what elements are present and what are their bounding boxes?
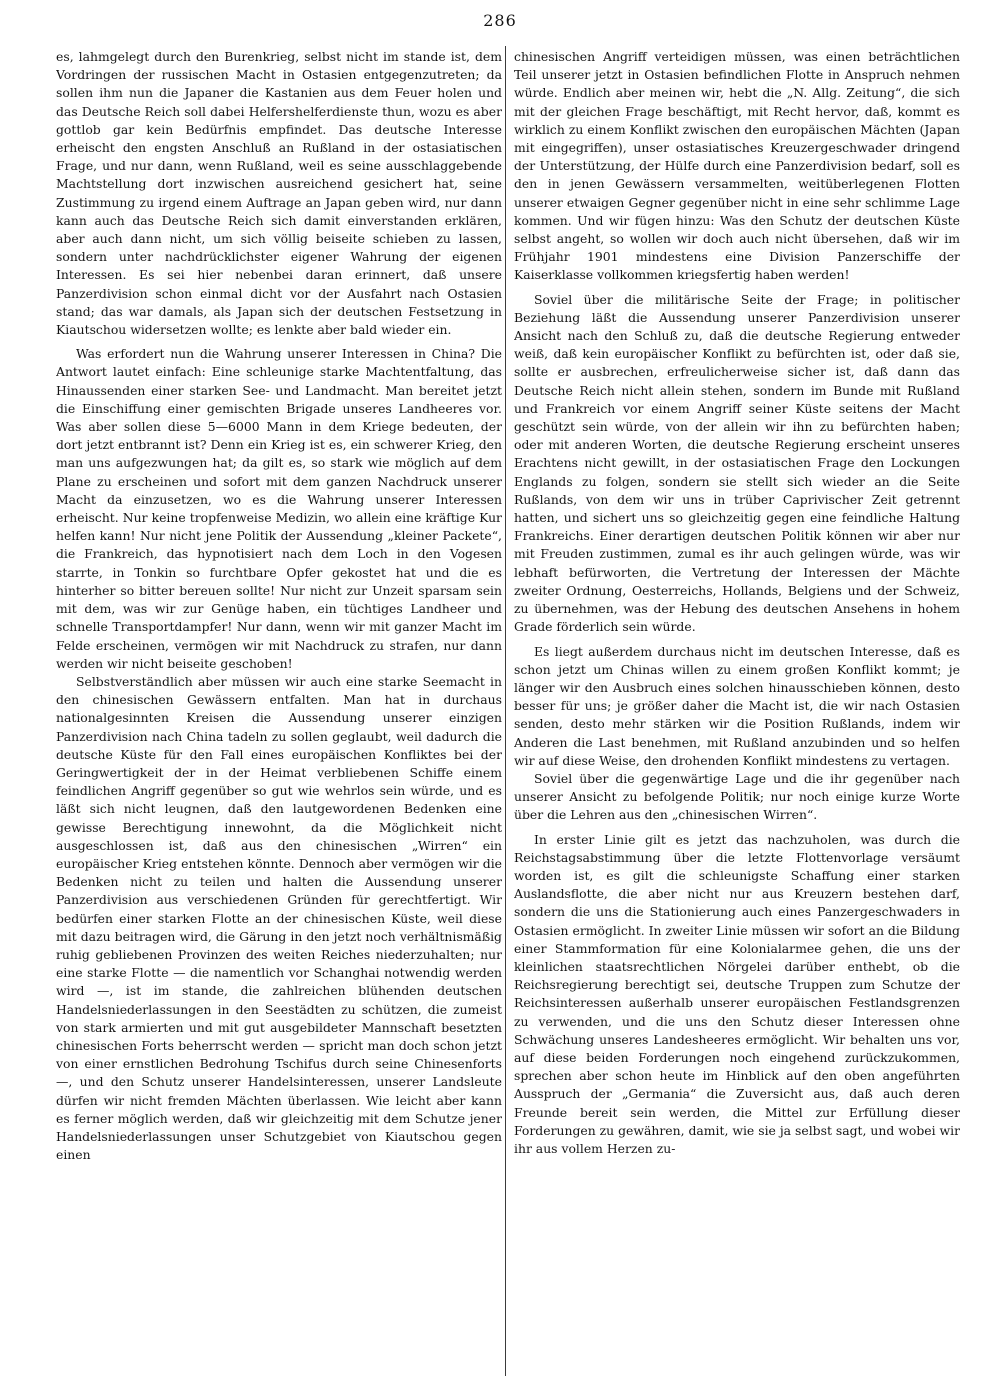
column-divider [505, 46, 506, 1376]
page-number: 286 [483, 11, 517, 30]
right-paragraph-4: Soviel über die gegenwärtige Lage und die ihr gegenüber nach unserer Ansicht zu befolgende Politik; nur noch einige kurze Worte über die Lehren aus den „chinesischen Wirren“. [514, 770, 960, 823]
right-paragraph-2: Soviel über die militärische Seite der Frage; in politischer Beziehung läßt die Aussendung unserer Panzerdivision unserer Ansicht nach den Schluß zu, daß die deutsche Regierung entweder weiß, daß kein europäischer Konflikt zu befürchten ist, oder daß sie, sollte er ausbrechen, erfreulicherweise sicher ist, daß dann das Deutsche Reich nicht allein stehen, sondern im Bunde mit Rußland und Frankreich vor einem Angriff seiner Küste seitens der Macht geschützt sein würde, von der allein wir ihn zu befürchten haben; oder mit anderen Worten, die deutsche Regierung erscheint unseres Erachtens nicht gewillt, in der ostasiatischen Frage den Lockungen Englands zu folgen, sondern sie stellt sich wieder an die Seite Rußlands, von dem wir uns in trüber Caprivischer Zeit getrennt hatten, und sichert uns so gleichzeitig gegen eine feindliche Haltung Frankreichs. Einer derartigen deutschen Politik können wir aber nur mit Freuden zustimmen, zumal es ihr auch gelingen würde, was wir lebhaft befürworten, die Vertretung der Interessen der Mächte zweiter Ordnung, Oesterreichs, Hollands, Belgiens und der Schweiz, zu übernehmen, was der Hebung des deutschen Ansehens in hohem Grade förderlich sein würde. [514, 291, 960, 635]
left-paragraph-3: Selbstverständlich aber müssen wir auch eine starke Seemacht in den chinesischen Gewässern entfalten. Man hat in durchaus nationalgesinnten Kreisen die Aussendung unserer einzigen Panzerdivision nach China tadeln zu sollen geglaubt, weil dadurch die deutsche Küste für den Fall eines europäischen Konfliktes bei der Geringwertigkeit der in der Heimat verbliebenen Schiffe einem feindlichen Angriff gegenüber so gut wie wehrlos sein würde, und es läßt sich nicht leugnen, daß den lautgewordenen Bedenken eine gewisse Berechtigung innewohnt, da die Möglichkeit nicht ausgeschlossen ist, daß aus den chinesischen „Wirren“ ein europäischer Krieg entstehen könnte. Dennoch aber vermögen wir die Bedenken nicht zu teilen und halten die Aussendung unserer Panzerdivision aus verschiedenen Gründen für gerechtfertigt. Wir bedürfen einer starken Flotte an der chinesischen Küste, weil diese mit dazu beitragen wird, die Gärung in den jetzt noch verhältnismäßig ruhig gebliebenen Provinzen des weiten Reiches niederzuhalten; nur eine starke Flotte — die namentlich vor Schanghai notwendig werden wird —, ist im stande, die zahlreichen blühenden deutschen Handelsniederlassungen in den Seestädten zu schützen, die zumeist von stark armierten und mit gut ausgebildeter Mannschaft besetzten chinesischen Forts beherrscht werden — spricht man doch schon jetzt von einer ernstlichen Bedrohung Tschifus durch seine Chinesenforts —, und den Schutz unserer Handelsinteressen, unserer Landsleute dürfen wir nicht fremden Mächten überlassen. Wie leicht aber kann es ferner möglich werden, daß wir gleichzeitig mit dem Schutze jener Handelsniederlassungen unser Schutzgebiet von Kiautschou gegen einen [56, 673, 502, 1163]
left-column [56, 48, 502, 1374]
right-paragraph-3: Es liegt außerdem durchaus nicht im deutschen Interesse, daß es schon jetzt um Chinas willen zu einem großen Konflikt kommt; je länger wir den Ausbruch eines solchen hinausschieben können, desto besser für uns; je größer daher die Macht ist, die wir nach Ostasien senden, desto mehr stärken wir die Position Rußlands, indem wir Anderen die Last benehmen, mit Rußland anzubinden und so helfen wir auf diese Weise, den drohenden Konflikt mindestens zu vertagen. [514, 643, 960, 768]
right-paragraph-5: In erster Linie gilt es jetzt das nachzuholen, was durch die Reichstagsabstimmung über die letzte Flottenvorlage versäumt worden ist, es gilt die schleunigste Schaffung einer starken Auslandsflotte, die aber nicht nur aus Kreuzern bestehen darf, sondern die uns die Stationierung auch eines Panzergeschwaders in Ostasien ermöglicht. In zweiter Linie müssen wir sofort an die Bildung einer Stammformation für eine Kolonialarmee gehen, die uns der kleinlichen staatsrechtlichen Nörgelei darüber enthebt, ob die Reichsregierung berechtigt sei, deutsche Truppen zum Schutze der Reichsinteressen außerhalb unserer europäischen Festlandsgrenzen zu verwenden, und die uns den Schutz dieser Interessen ohne Schwächung unseres Landesheeres ermöglicht. Wir behalten uns vor, auf diese beiden Forderungen noch eingehend zurückzukommen, sprechen aber schon heute im Hinblick auf den oben angeführten Ausspruch der „Germania“ die Zuversicht aus, daß auch deren Freunde bereit sein werden, die Mittel zur Erfüllung dieser Forderungen zu gewähren, damit, wie sie ja selbst sagt, und wobei wir ihr aus vollem Herzen zu- [514, 831, 960, 1156]
right-column [514, 48, 960, 1374]
left-paragraph-1: es, lahmgelegt durch den Burenkrieg, selbst nicht im stande ist, dem Vordringen der russischen Macht in Ostasien entgegenzutreten; da sollen ihm nun die Japaner die Kastanien aus dem Feuer holen und das Deutsche Reich soll dabei Helfershelferdienste thun, wozu es aber gottlob gar kein Bedürfnis empfindet. Das deutsche Interesse erheischt den engsten Anschluß an Rußland in der ostasiatischen Frage, und nur dann, wenn Rußland, weil es seine ausschlaggebende Machtstellung dort inzwischen ausreichend gesichert hat, seine Zustimmung zu irgend einem Auftrage an Japan geben wird, nur dann kann auch das Deutsche Reich sich damit einverstanden erklären, aber auch dann nicht, um sich völlig beiseite schieben zu lassen, sondern unter nachdrücklichster eigener Wahrung der eigenen Interessen. Es sei hier nebenbei daran erinnert, daß unsere Panzerdivision schon einmal dicht vor der Ausfahrt nach Ostasien stand; das war damals, als Japan sich der deutschen Festsetzung in Kiautschou widersetzen wollte; es lenkte aber bald wieder ein. [56, 49, 502, 338]
left-paragraph-2: Was erfordert nun die Wahrung unserer Interessen in China? Die Antwort lautet einfach: Eine schleunige starke Machtentfaltung, das Hinaussenden einer starken See- und Landmacht. Man bereitet jetzt die Einschiffung einer gemischten Brigade unseres Landheeres vor. Was aber sollen diese 5—6000 Mann in dem Kriege bedeuten, der dort jetzt entbrannt ist? Denn ein Krieg ist es, ein schwerer Krieg, den man uns aufgezwungen hat; da gilt es, so stark wie möglich auf dem Plane zu erscheinen und sofort mit dem ganzen Nachdruck unserer Macht da einzusetzen, wo es die Wahrung unserer Interessen erheischt. Nur keine tropfenweise Medizin, wo allein eine kräftige Kur helfen kann! Nur nicht jene Politik der Aussendung „kleiner Packete“, die Frankreich, das hypnotisiert nach dem Loch in den Vogesen starrte, in Tonkin so furchtbare Opfer gekostet hat und die es hinterher so bitter bereuen sollte! Nur nicht zur Unzeit sparsam sein mit dem, was wir zur Genüge haben, ein tüchtiges Landheer und schnelle Transportdampfer! Nur dann, wenn wir mit ganzer Macht im Felde erscheinen, vermögen wir mit Nachdruck zu strafen, nur dann werden wir nicht beiseite geschoben! [56, 346, 502, 671]
right-paragraph-1: chinesischen Angriff verteidigen müssen, was einen beträchtlichen Teil unserer jetzt in Ostasien befindlichen Flotte in Anspruch nehmen würde. Endlich aber meinen wir, hebt die „N. Allg. Zeitung“, die sich mit der gleichen Frage beschäftigt, mit Recht hervor, daß, kommt es wirklich zu einem Konflikt zwischen den europäischen Mächten (Japan mit eingegriffen), unser ostasiatisches Kreuzergeschwader dringend der Unterstützung, der Hülfe durch eine Panzerdivision bedarf, soll es den in jenen Gewässern versammelten, weitüberlegenen Flotten unserer etwaigen Gegner gegenüber nicht in eine sehr schlimme Lage kommen. Und wir fügen hinzu: Was den Schutz der deutschen Küste selbst angeht, so wollen wir doch auch nicht übersehen, daß wir im Frühjahr 1901 mindestens eine Division Panzerschiffe der Kaiserklasse vollkommen kriegsfertig haben werden! [514, 49, 960, 283]
